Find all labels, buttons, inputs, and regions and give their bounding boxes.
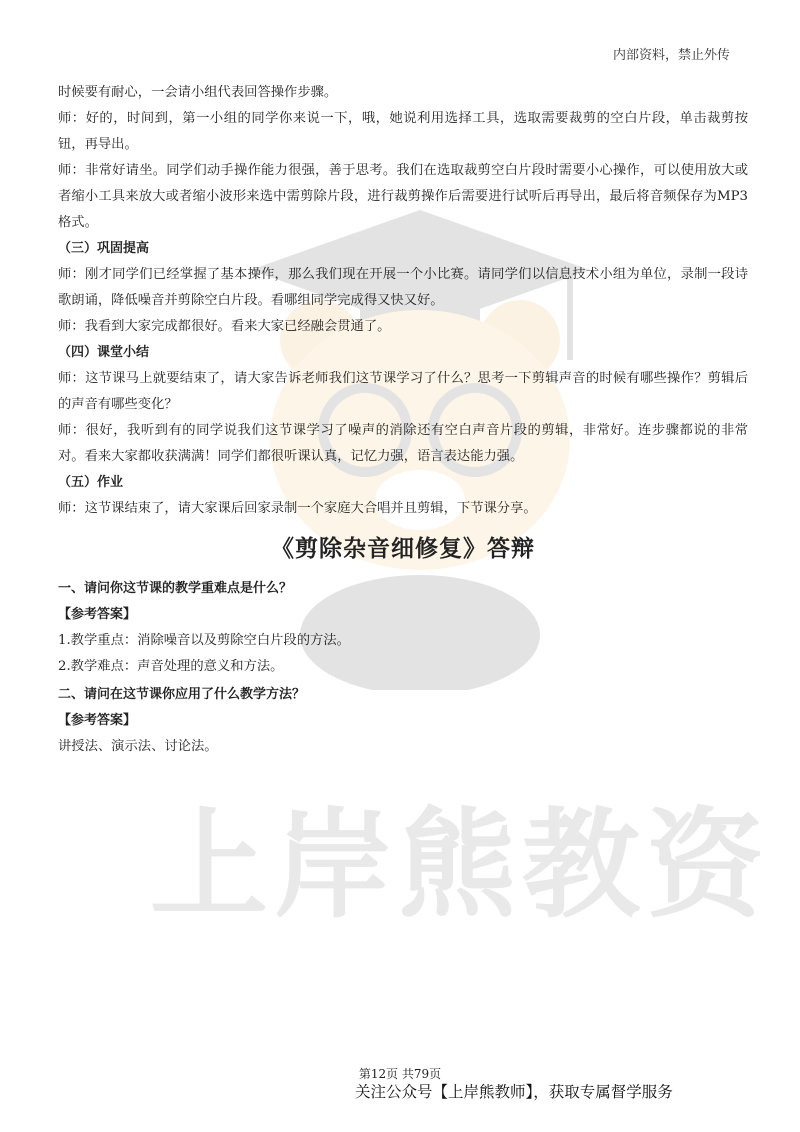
reference-answer-label: 【参考答案】 — [58, 713, 137, 728]
footer-promo: 关注公众号【上岸熊教师】，获取专属督学服务 — [355, 1083, 673, 1101]
section-heading: （五）作业 — [58, 475, 124, 490]
paragraph: 师：很好，我听到有的同学说我们这节课学习了噪声的消除还有空白声音片段的剪辑，非常好。连步骤都说的非常对。看来大家都收获满满！同学们都很听课认真，记忆力强，语言表达能力强。 — [58, 423, 748, 464]
paragraph: 师：这节课马上就要结束了，请大家告诉老师我们这节课学习了什么？思考一下剪辑声音的时候有哪些操作？剪辑后的声音有哪些变化？ — [58, 371, 748, 412]
answer-line: 讲授法、演示法、讨论法。 — [58, 739, 218, 754]
section-heading: （四）课堂小结 — [58, 345, 150, 360]
document-body — [58, 80, 748, 760]
answer-line: 1.教学重点：消除噪音以及剪除空白片段的方法。 — [58, 633, 350, 648]
paragraph: 时候要有耐心，一会请小组代表回答操作步骤。 — [58, 85, 338, 100]
paragraph: 师：非常好请坐。同学们动手操作能力很强，善于思考。我们在选取裁剪空白片段时需要小心操作，可以使用放大或者缩小工具来放大或者缩小波形来选中需剪除片段，进行裁剪操作后需要进行试听后再导出，最后将音频保存为MP3格式。 — [58, 163, 748, 230]
defense-title: 《剪除杂音细修复》答辩 — [271, 535, 535, 562]
paragraph: 师：我看到大家完成都很好。看来大家已经融会贯通了。 — [58, 319, 391, 334]
header-note: 内部资料，禁止外传 — [612, 48, 730, 63]
question-2: 二、请问在这节课你应用了什么教学方法？ — [58, 687, 306, 702]
answer-line: 2.教学难点：声音处理的意义和方法。 — [58, 659, 284, 674]
watermark-text: 上岸熊教资 — [150, 796, 771, 934]
paragraph: 师：刚才同学们已经掌握了基本操作，那么我们现在开展一个小比赛。请同学们以信息技术小组为单位，录制一段诗歌朗诵，降低噪音并剪除空白片段。看哪组同学完成得又快又好。 — [58, 267, 748, 308]
question-1: 一、请问你这节课的教学重难点是什么？ — [58, 581, 293, 596]
reference-answer-label: 【参考答案】 — [58, 607, 137, 622]
page-number: 第12页 共79页 — [358, 1067, 442, 1081]
section-heading: （三）巩固提高 — [58, 241, 150, 256]
paragraph: 师：好的，时间到，第一小组的同学你来说一下，哦，她说利用选择工具，选取需要裁剪的空白片段，单击裁剪按钮，再导出。 — [58, 111, 748, 152]
paragraph: 师：这节课结束了，请大家课后回家录制一个家庭大合唱并且剪辑，下节课分享。 — [58, 501, 537, 516]
